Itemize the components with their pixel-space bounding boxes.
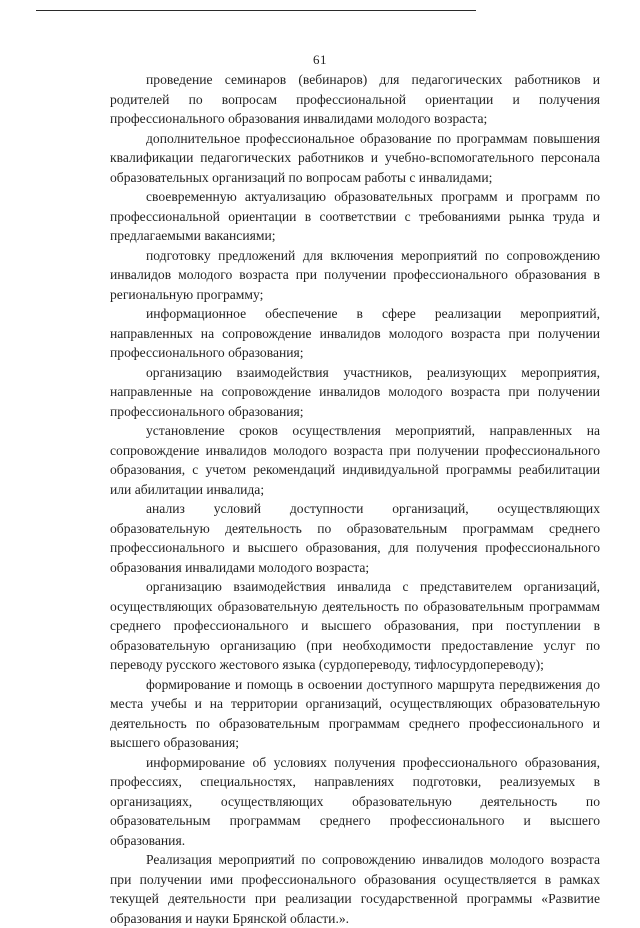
- paragraph: формирование и помощь в освоении доступного маршрута передвижения до места учебы и на территории организаций, осуществляющих образовательную деятельность по образовательным программам среднего профессионального и высшего образования;: [110, 676, 600, 750]
- paragraph: дополнительное профессиональное образование по программам повышения квалификации педагогических работников и учебно-вспомогательного персонала образовательных организаций по вопросам работы с инвалидами;: [110, 130, 600, 185]
- paragraph: установление сроков осуществления мероприятий, направленных на сопровождение инвалидов молодого возраста при получении профессионального образования, с учетом рекомендаций индивидуальной программы реабилитации или абилитации инвалида;: [110, 423, 600, 497]
- paragraph: своевременную актуализацию образовательных программ и программ по профессиональной ориентации в соответствии с требованиями рынка труда и предлагаемыми вакансиями;: [110, 189, 600, 243]
- paragraph: организацию взаимодействия участников, реализующих мероприятия, направленные на сопровождение инвалидов молодого возраста при получении профессионального образования;: [110, 364, 600, 419]
- page-number: 61: [313, 52, 327, 67]
- paragraph: Реализация мероприятий по сопровождению инвалидов молодого возраста при получении ими профессионального образования осуществляется в рамках текущей деятельности при реализации государственной программы «Развитие образования и науки Брянской области.».: [110, 852, 600, 926]
- document-body: [110, 70, 600, 928]
- top-rule: [36, 10, 476, 11]
- paragraph: подготовку предложений для включения мероприятий по сопровождению инвалидов молодого возраста при получении профессионального образования в региональную программу;: [110, 247, 600, 302]
- paragraph: информирование об условиях получения профессионального образования, профессиях, специальностях, направлениях подготовки, реализуемых в организациях, осуществляющих образовательную деятельность по образовательным программам среднего профессионального и высшего образования.: [110, 754, 600, 848]
- paragraph: информационное обеспечение в сфере реализации мероприятий, направленных на сопровождение инвалидов молодого возраста при получении профессионального образования;: [110, 306, 600, 360]
- paragraph: анализ условий доступности организаций, осуществляющих образовательную деятельность по образовательным программам среднего профессионального и высшего образования, для получения профессионального образования инвалидами молодого возраста;: [110, 501, 600, 575]
- paragraph: проведение семинаров (вебинаров) для педагогических работников и родителей по вопросам профессиональной ориентации и получения профессионального образования инвалидами молодого возраста;: [110, 72, 600, 126]
- paragraph: организацию взаимодействия инвалида с представителем организаций, осуществляющих образовательную деятельность по образовательным программам среднего профессионального и высшего образования, при поступлении в образовательную организацию (при необходимости предоставление услуг по переводу русского жестового языка (сурдопереводу, тифлосурдопереводу);: [110, 579, 600, 672]
